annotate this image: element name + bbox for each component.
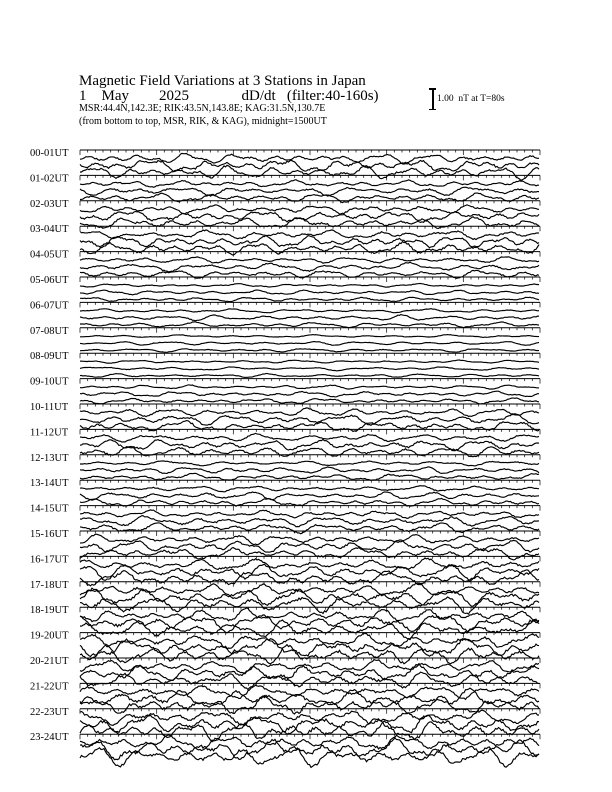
trace-rik bbox=[80, 467, 539, 474]
hour-label: 00-01UT bbox=[30, 148, 69, 159]
hour-label: 13-14UT bbox=[30, 478, 69, 490]
minute-ticks bbox=[80, 328, 540, 333]
trace-kag bbox=[80, 180, 539, 188]
minute-ticks bbox=[80, 480, 540, 485]
trace-msr bbox=[80, 672, 539, 689]
trace-rik bbox=[80, 391, 539, 397]
trace-kag bbox=[80, 335, 539, 338]
minute-ticks bbox=[80, 582, 540, 587]
minute-ticks bbox=[80, 607, 540, 612]
hour-label: 02-03UT bbox=[30, 198, 69, 210]
trace-rik bbox=[80, 160, 539, 171]
trace-kag bbox=[80, 735, 539, 751]
trace-msr bbox=[80, 322, 539, 328]
trace-msr bbox=[80, 473, 539, 480]
hour-labels bbox=[30, 148, 69, 743]
trace-kag bbox=[80, 385, 539, 389]
hour-label: 23-24UT bbox=[30, 732, 69, 744]
trace-kag bbox=[80, 230, 539, 240]
trace-kag bbox=[80, 205, 539, 214]
trace-rik bbox=[80, 342, 539, 346]
hour-label: 21-22UT bbox=[30, 681, 69, 693]
minute-ticks bbox=[80, 404, 540, 409]
trace-kag bbox=[80, 257, 539, 263]
trace-msr bbox=[80, 349, 539, 353]
trace-rik bbox=[80, 187, 539, 196]
trace-rik bbox=[80, 540, 539, 552]
minute-ticks bbox=[80, 734, 540, 739]
hour-label: 10-11UT bbox=[30, 402, 69, 413]
minute-ticks bbox=[80, 302, 540, 307]
hour-label: 06-07UT bbox=[30, 300, 69, 312]
minute-ticks bbox=[80, 556, 540, 561]
hour-label: 22-23UT bbox=[30, 706, 69, 718]
minute-ticks bbox=[80, 175, 540, 180]
minute-ticks bbox=[80, 277, 540, 282]
hour-label: 17-18UT bbox=[30, 579, 69, 591]
station-coordinates: MSR:44.4N,142.3E; RIK:43.5N,143.8E; KAG:31.5N,130.7E bbox=[79, 103, 326, 114]
minute-ticks bbox=[80, 353, 540, 358]
minute-ticks bbox=[80, 150, 540, 155]
minute-ticks bbox=[80, 226, 540, 231]
chart-title: Magnetic Field Variations at 3 Stations in Japan bbox=[79, 73, 366, 89]
hour-label: 20-21UT bbox=[30, 656, 69, 667]
hour-label: 19-20UT bbox=[30, 630, 69, 642]
trace-msr bbox=[80, 398, 539, 404]
trace-msr bbox=[80, 747, 539, 768]
hour-label: 04-05UT bbox=[30, 249, 69, 261]
minute-ticks bbox=[80, 658, 540, 663]
trace-kag bbox=[80, 461, 539, 466]
scale-label: 1.00 nT at T=80s bbox=[437, 94, 505, 104]
hour-label: 05-06UT bbox=[30, 275, 69, 286]
hour-label: 16-17UT bbox=[30, 554, 69, 566]
minute-ticks bbox=[80, 252, 540, 257]
trace-rik bbox=[80, 262, 539, 272]
station-order-note: (from bottom to top, MSR, RIK, & KAG), midnight=1500UT bbox=[79, 116, 327, 127]
trace-kag bbox=[80, 583, 539, 596]
trace-rik bbox=[80, 492, 539, 500]
minute-ticks bbox=[80, 683, 540, 688]
hour-label: 18-19UT bbox=[30, 605, 69, 617]
minute-ticks bbox=[80, 379, 540, 384]
trace-kag bbox=[80, 433, 539, 442]
hour-label: 01-02UT bbox=[30, 173, 69, 185]
trace-msr bbox=[80, 165, 539, 180]
hour-label: 08-09UT bbox=[30, 351, 69, 363]
trace-rik bbox=[80, 367, 539, 371]
hour-label: 11-12UT bbox=[30, 427, 69, 439]
hour-label: 03-04UT bbox=[30, 224, 69, 236]
trace-msr bbox=[80, 498, 539, 506]
hour-label: 07-08UT bbox=[30, 325, 69, 337]
trace-kag bbox=[80, 608, 539, 622]
hour-label: 15-16UT bbox=[30, 529, 69, 540]
trace-kag bbox=[80, 486, 539, 492]
trace-rik bbox=[80, 212, 539, 223]
trace-msr bbox=[80, 721, 539, 742]
trace-rik bbox=[80, 315, 539, 321]
trace-kag bbox=[80, 360, 539, 363]
trace-kag bbox=[80, 685, 539, 699]
trace-kag bbox=[80, 633, 539, 649]
trace-kag bbox=[80, 534, 539, 545]
trace-rik bbox=[80, 516, 539, 527]
trace-kag bbox=[80, 309, 539, 313]
minute-ticks bbox=[80, 531, 540, 536]
trace-msr bbox=[80, 645, 539, 664]
trace-kag bbox=[80, 283, 539, 287]
minute-ticks bbox=[80, 201, 540, 206]
minute-ticks bbox=[80, 633, 540, 638]
trace-msr bbox=[80, 374, 539, 378]
chart-date-quantity-filter: 1 May 2025 dD/dt (filter:40-160s) bbox=[79, 88, 379, 104]
trace-rik bbox=[80, 290, 539, 295]
hour-label: 09-10UT bbox=[30, 376, 69, 388]
trace-group bbox=[80, 153, 539, 767]
trace-kag bbox=[80, 408, 539, 417]
hour-label: 12-13UT bbox=[30, 452, 69, 464]
trace-msr bbox=[80, 297, 539, 301]
hour-label: 14-15UT bbox=[30, 503, 69, 515]
